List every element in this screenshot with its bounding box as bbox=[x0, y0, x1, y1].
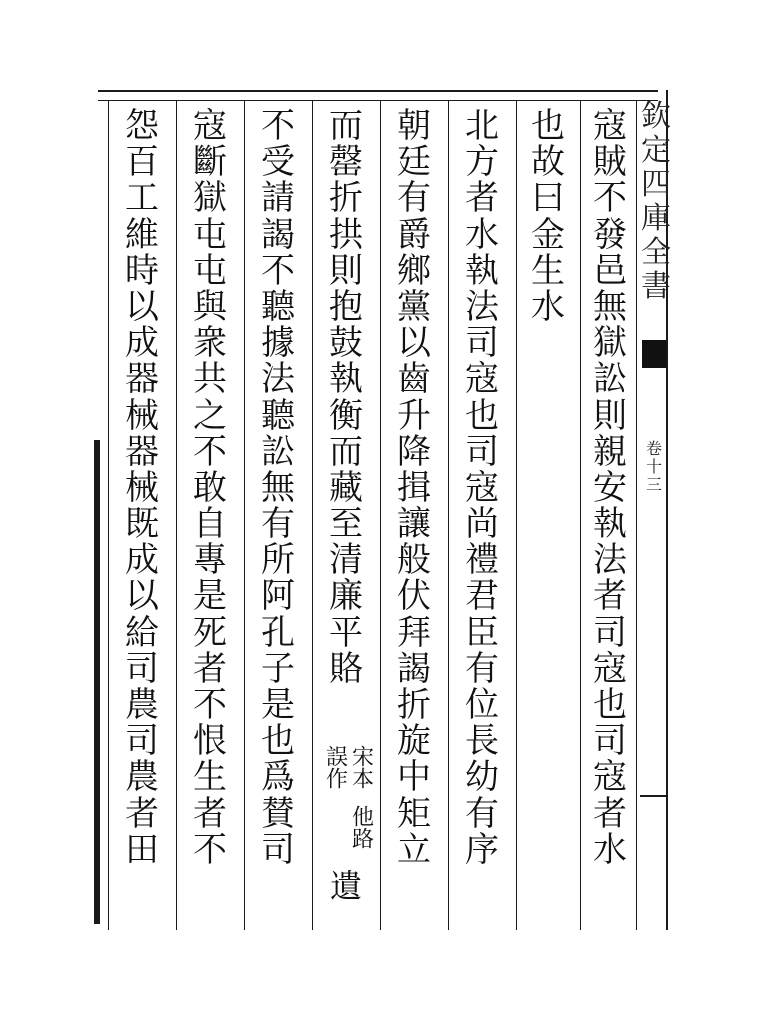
character: 長 bbox=[465, 721, 499, 762]
character: 械 bbox=[125, 467, 159, 508]
text-column-4 bbox=[386, 108, 442, 868]
character: 拱 bbox=[329, 214, 363, 255]
character: 水 bbox=[593, 829, 627, 870]
character: 司 bbox=[125, 721, 159, 762]
character: 工 bbox=[125, 178, 159, 219]
character: 矩 bbox=[397, 793, 431, 834]
character: 不 bbox=[261, 250, 295, 291]
title-character: 定 bbox=[641, 133, 671, 168]
character: 齒 bbox=[397, 359, 431, 400]
character: 司 bbox=[593, 612, 627, 653]
character: 位 bbox=[465, 685, 499, 725]
character: 給 bbox=[125, 612, 159, 653]
character: 升 bbox=[397, 395, 431, 436]
character: 幼 bbox=[465, 757, 499, 798]
character: 賊 bbox=[593, 142, 627, 183]
character: 是 bbox=[193, 576, 227, 617]
character: 寇 bbox=[465, 359, 499, 400]
character: 恨 bbox=[193, 721, 227, 762]
character: 孔 bbox=[261, 612, 295, 653]
character: 般 bbox=[397, 540, 431, 581]
character: 執 bbox=[593, 504, 627, 545]
character: 時 bbox=[125, 250, 159, 291]
character: 與 bbox=[193, 286, 227, 327]
annotation-right: 宋本 bbox=[348, 745, 374, 789]
annotation-mid: 他路 bbox=[348, 805, 374, 849]
volume-character: 卷 bbox=[645, 439, 662, 458]
character: 而 bbox=[329, 431, 363, 472]
character: 死 bbox=[193, 612, 227, 653]
top-border bbox=[98, 90, 658, 92]
character: 禮 bbox=[465, 540, 499, 581]
text-column-6 bbox=[250, 108, 306, 868]
character: 則 bbox=[329, 250, 363, 291]
title-character: 四 bbox=[641, 167, 671, 202]
character: 維 bbox=[125, 214, 159, 255]
margin-rule bbox=[640, 795, 666, 797]
annotation-left: 誤作 bbox=[322, 745, 348, 789]
text-column-1 bbox=[582, 108, 638, 868]
character: 黨 bbox=[397, 286, 431, 327]
character: 寇 bbox=[193, 106, 227, 146]
character: 者 bbox=[193, 793, 227, 834]
character: 訟 bbox=[261, 431, 295, 472]
text-column-3 bbox=[454, 108, 510, 868]
character: 而 bbox=[329, 106, 363, 146]
character: 鼓 bbox=[329, 323, 363, 364]
character: 屯 bbox=[193, 250, 227, 291]
character: 寇 bbox=[593, 648, 627, 689]
character: 不 bbox=[193, 685, 227, 725]
character: 旋 bbox=[397, 721, 431, 762]
character: 立 bbox=[397, 829, 431, 870]
character: 罄 bbox=[329, 142, 363, 183]
character: 拜 bbox=[397, 612, 431, 653]
character: 曰 bbox=[531, 178, 565, 219]
character: 阿 bbox=[261, 576, 295, 617]
character: 伏 bbox=[397, 576, 431, 617]
character: 折 bbox=[397, 685, 431, 725]
character: 無 bbox=[593, 286, 627, 327]
character: 水 bbox=[531, 286, 565, 327]
character: 械 bbox=[125, 395, 159, 436]
character: 法 bbox=[261, 359, 295, 400]
character: 謁 bbox=[261, 214, 295, 255]
character: 不 bbox=[593, 178, 627, 219]
character: 朝 bbox=[397, 106, 431, 146]
character: 揖 bbox=[397, 467, 431, 508]
character: 有 bbox=[397, 178, 431, 219]
title-character: 書 bbox=[641, 269, 671, 304]
character: 生 bbox=[531, 250, 565, 291]
character: 斷 bbox=[193, 142, 227, 183]
character: 專 bbox=[193, 540, 227, 581]
character: 受 bbox=[261, 142, 295, 183]
character: 聽 bbox=[261, 395, 295, 436]
character: 也 bbox=[593, 685, 627, 725]
character: 清 bbox=[329, 540, 363, 581]
column-rule bbox=[516, 100, 517, 930]
character: 子 bbox=[261, 648, 295, 689]
volume-character: 十 bbox=[645, 457, 662, 476]
character: 寇 bbox=[593, 106, 627, 146]
character: 藏 bbox=[329, 467, 363, 508]
character: 是 bbox=[261, 685, 295, 725]
book-title bbox=[634, 100, 678, 304]
character: 也 bbox=[531, 106, 565, 146]
character: 爵 bbox=[397, 214, 431, 255]
character: 以 bbox=[397, 323, 431, 364]
character: 北 bbox=[465, 106, 499, 146]
text-column-7 bbox=[182, 108, 238, 868]
title-character: 欽 bbox=[641, 99, 671, 134]
character: 農 bbox=[125, 757, 159, 798]
character: 司 bbox=[465, 323, 499, 364]
column-rule bbox=[448, 100, 449, 930]
character: 者 bbox=[465, 178, 499, 219]
character: 法 bbox=[593, 540, 627, 581]
character: 生 bbox=[193, 757, 227, 798]
character: 者 bbox=[125, 793, 159, 834]
character: 共 bbox=[193, 359, 227, 400]
character: 抱 bbox=[329, 286, 363, 327]
character: 有 bbox=[261, 504, 295, 545]
text-column-2 bbox=[520, 108, 576, 325]
character: 中 bbox=[397, 757, 431, 798]
character: 寇 bbox=[593, 757, 627, 798]
column-rule bbox=[380, 100, 381, 930]
character: 安 bbox=[593, 467, 627, 508]
character: 既 bbox=[125, 504, 159, 545]
character: 降 bbox=[397, 431, 431, 472]
character: 不 bbox=[193, 829, 227, 870]
left-border bbox=[94, 440, 100, 924]
text-column-5 bbox=[318, 108, 374, 687]
character: 成 bbox=[125, 323, 159, 364]
character: 自 bbox=[193, 504, 227, 545]
character: 方 bbox=[465, 142, 499, 183]
character: 爲 bbox=[261, 757, 295, 798]
character: 發 bbox=[593, 214, 627, 255]
character: 賂 bbox=[329, 648, 363, 689]
annotation-tail: 遺 bbox=[329, 867, 362, 905]
character: 者 bbox=[593, 576, 627, 617]
title-character: 全 bbox=[641, 235, 671, 270]
text-column-8 bbox=[114, 108, 170, 868]
character: 有 bbox=[465, 793, 499, 834]
character: 者 bbox=[593, 793, 627, 834]
character: 讓 bbox=[397, 504, 431, 545]
character: 尚 bbox=[465, 504, 499, 545]
character: 法 bbox=[465, 286, 499, 327]
character: 賛 bbox=[261, 793, 295, 834]
character: 寇 bbox=[465, 467, 499, 508]
character: 成 bbox=[125, 540, 159, 581]
top-border-inner bbox=[98, 100, 658, 101]
title-character: 庫 bbox=[641, 201, 671, 236]
column-rule bbox=[580, 100, 581, 930]
character: 訟 bbox=[593, 359, 627, 400]
character: 以 bbox=[125, 576, 159, 617]
character: 不 bbox=[193, 431, 227, 472]
character: 請 bbox=[261, 178, 295, 219]
character: 聽 bbox=[261, 286, 295, 327]
character: 邑 bbox=[593, 250, 627, 291]
character: 君 bbox=[465, 576, 499, 617]
character: 器 bbox=[125, 431, 159, 472]
volume-character: 三 bbox=[645, 475, 662, 494]
character: 司 bbox=[465, 431, 499, 472]
character: 衡 bbox=[329, 395, 363, 436]
character: 執 bbox=[465, 250, 499, 291]
character: 水 bbox=[465, 214, 499, 255]
column-rule bbox=[108, 100, 109, 930]
character: 至 bbox=[329, 504, 363, 545]
character: 親 bbox=[593, 431, 627, 472]
character: 敢 bbox=[193, 467, 227, 508]
character: 農 bbox=[125, 685, 159, 725]
character: 也 bbox=[261, 721, 295, 762]
character: 故 bbox=[531, 142, 565, 183]
character: 廉 bbox=[329, 576, 363, 617]
character: 金 bbox=[531, 214, 565, 255]
column-rule bbox=[312, 100, 313, 930]
character: 獄 bbox=[193, 178, 227, 219]
character: 據 bbox=[261, 323, 295, 364]
column-rule bbox=[244, 100, 245, 930]
character: 之 bbox=[193, 395, 227, 436]
character: 折 bbox=[329, 178, 363, 219]
character: 執 bbox=[329, 359, 363, 400]
character: 者 bbox=[193, 648, 227, 689]
character: 謁 bbox=[397, 648, 431, 689]
character: 鄉 bbox=[397, 250, 431, 291]
character: 不 bbox=[261, 106, 295, 146]
volume-label bbox=[642, 440, 666, 494]
character: 百 bbox=[125, 142, 159, 183]
character: 則 bbox=[593, 395, 627, 436]
character: 所 bbox=[261, 540, 295, 581]
character: 司 bbox=[261, 829, 295, 870]
fishtail-mark bbox=[642, 340, 666, 368]
character: 田 bbox=[125, 829, 159, 870]
character: 平 bbox=[329, 612, 363, 653]
character: 器 bbox=[125, 359, 159, 400]
character: 獄 bbox=[593, 323, 627, 364]
character: 無 bbox=[261, 467, 295, 508]
character: 司 bbox=[125, 648, 159, 689]
character: 屯 bbox=[193, 214, 227, 255]
character: 臣 bbox=[465, 612, 499, 653]
character: 也 bbox=[465, 395, 499, 436]
character: 有 bbox=[465, 648, 499, 689]
character: 司 bbox=[593, 721, 627, 762]
character: 衆 bbox=[193, 323, 227, 364]
character: 廷 bbox=[397, 142, 431, 183]
character: 序 bbox=[465, 829, 499, 870]
column-rule bbox=[176, 100, 177, 930]
character: 怨 bbox=[125, 106, 159, 146]
character: 以 bbox=[125, 286, 159, 327]
